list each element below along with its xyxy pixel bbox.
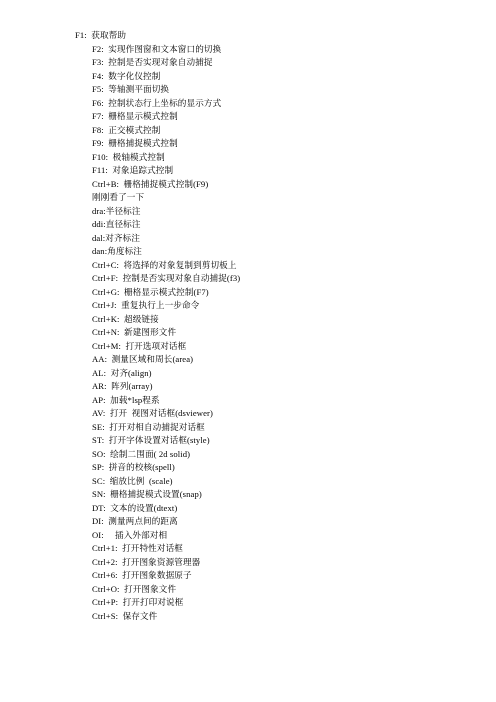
shortcut-line: SE: 打开对相自动捕捉对话框 bbox=[92, 421, 205, 432]
shortcut-line: F6: 控制状态行上坐标的显示方式 bbox=[92, 97, 222, 108]
shortcut-line: F9: 栅格捕捉模式控制 bbox=[92, 138, 178, 148]
shortcut-line: Ctrl+6: 打开图象数据原子 bbox=[92, 570, 192, 580]
shortcut-line: Ctrl+O: 打开图象文件 bbox=[92, 583, 177, 594]
shortcut-line: AV: 打开 视图对话框(dsviewer) bbox=[92, 408, 213, 418]
shortcut-line: SN: 栅格捕捉模式设置(snap) bbox=[92, 489, 202, 499]
shortcut-line: dan:角度标注 bbox=[92, 246, 142, 256]
shortcut-line: DI: 测量两点间的距离 bbox=[92, 516, 178, 526]
shortcut-line: dal:对齐标注 bbox=[92, 232, 141, 243]
shortcut-line: AP: 加载*lsp程系 bbox=[92, 394, 160, 405]
shortcut-line: F5: 等轴测平面切换 bbox=[92, 84, 170, 94]
shortcut-line: F10: 极轴模式控制 bbox=[92, 151, 165, 162]
shortcut-line: SP: 拼音的校核(spell) bbox=[92, 462, 175, 472]
note-line: 刚刚看了一下 bbox=[92, 192, 145, 202]
shortcut-line: Ctrl+M: 打开选项对话框 bbox=[92, 340, 187, 351]
shortcut-line: Ctrl+S: 保存文件 bbox=[92, 610, 158, 621]
shortcut-line: ddi:直径标注 bbox=[92, 219, 141, 229]
shortcut-line: Ctrl+G: 栅格显示模式控制(F7) bbox=[92, 286, 209, 297]
shortcut-line: F2: 实现作图窗和文本窗口的切换 bbox=[92, 43, 222, 54]
shortcut-line: F7: 栅格显示模式控制 bbox=[92, 111, 178, 121]
shortcut-line: Ctrl+J: 重复执行上一步命令 bbox=[92, 300, 200, 310]
shortcut-line: Ctrl+C: 将选择的对象复制到剪切板上 bbox=[92, 259, 237, 270]
shortcut-line: Ctrl+1: 打开特性对话框 bbox=[92, 543, 183, 553]
shortcut-line: Ctrl+P: 打开打印对说框 bbox=[92, 597, 184, 607]
shortcut-line: F3: 控制是否实现对象自动捕捉 bbox=[92, 57, 213, 67]
shortcut-line: Ctrl+N: 新建图形文件 bbox=[92, 327, 177, 337]
shortcut-line: F11: 对象追踪式控制 bbox=[92, 165, 174, 175]
shortcut-line: F8: 正交模式控制 bbox=[92, 124, 161, 135]
shortcut-line: AA: 测量区域和周长(area) bbox=[92, 354, 194, 364]
shortcut-line: ST: 打开字体设置对话框(style) bbox=[92, 435, 210, 445]
shortcut-line: F4: 数字化仪控制 bbox=[92, 70, 161, 81]
shortcut-line: Ctrl+F: 控制是否实现对象自动捕捉(f3) bbox=[92, 273, 241, 283]
shortcut-line: AL: 对齐(align) bbox=[92, 367, 152, 378]
shortcut-line: AR: 阵列(array) bbox=[92, 381, 153, 391]
shortcut-line: OI: 插入外部对相 bbox=[92, 529, 168, 540]
shortcut-line: dra:半径标注 bbox=[92, 205, 141, 216]
shortcut-line: Ctrl+K: 超级链接 bbox=[92, 313, 159, 324]
shortcut-line: Ctrl+B: 栅格捕捉模式控制(F9) bbox=[92, 178, 209, 189]
shortcut-list bbox=[0, 29, 496, 623]
shortcut-line: SO: 绘制二围面( 2d solid) bbox=[92, 448, 191, 459]
shortcut-line: Ctrl+2: 打开图象资源管理器 bbox=[92, 556, 201, 567]
shortcut-line: SC: 缩放比例 (scale) bbox=[92, 475, 173, 486]
shortcut-line: F1: 获取帮助 bbox=[75, 30, 127, 40]
shortcut-line: DT: 文本的设置(dtext) bbox=[92, 502, 178, 513]
